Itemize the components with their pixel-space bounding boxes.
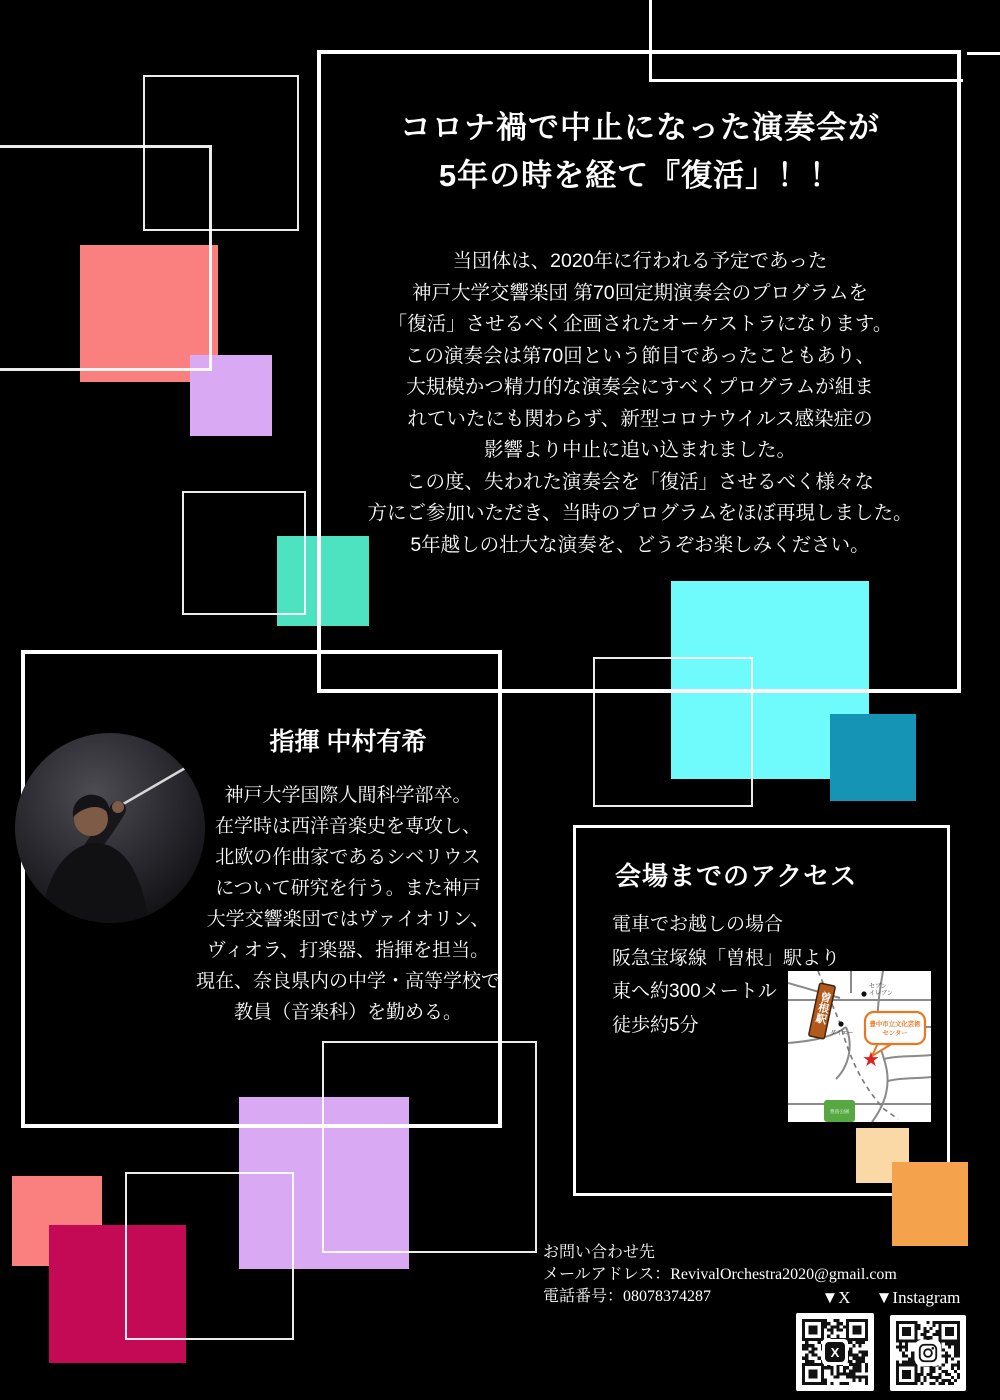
map-landmark-label: ダイエー: [830, 1031, 854, 1037]
venue-map: [788, 971, 931, 1122]
instagram-qr-label: ▼Instagram: [875, 1288, 961, 1307]
bio-line: 現在、奈良県内の中学・高等学校で: [195, 971, 500, 992]
intro-line: 5年越しの壮大な演奏を、どうぞお楽しみください。: [410, 533, 870, 556]
map-park-label: 豊島公園: [829, 1110, 850, 1115]
contact-heading: お問い合わせ先: [543, 1244, 656, 1261]
instagram-logo-icon: [915, 1340, 941, 1366]
x-logo-glyph: X: [825, 1342, 845, 1362]
map-station-label: 曽根駅: [813, 990, 833, 1025]
intro-line: 大規模かつ精力的な演奏会にすべくプログラムが組ま: [406, 376, 874, 398]
access-line: 阪急宝塚線「曽根」駅より: [612, 947, 841, 969]
map-venue-star-icon: ★: [862, 1049, 880, 1071]
access-heading: 会場までのアクセス: [615, 861, 858, 891]
bio-line: について研究を行う。また神戸: [215, 878, 481, 899]
map-landmark-label: イレブン: [869, 991, 893, 997]
decor-outline-rect-left-edge: [0, 145, 212, 371]
conductor-heading: 指揮 中村有希: [269, 728, 427, 756]
decor-line-top-right: [967, 52, 1000, 55]
intro-line: 方にご参加いただき、当時のプログラムをほぼ再現しました。: [367, 502, 913, 524]
conductor-bio: [158, 780, 538, 1028]
bio-line: 北欧の作曲家であるシベリウス: [215, 847, 481, 868]
intro-line: 神戸大学交響楽団 第70回定期演奏会のプログラムを: [412, 281, 868, 304]
bio-line: 大学交響楽団ではヴァイオリン、: [206, 909, 490, 930]
intro-line: この演奏会は第70回という節目であったこともあり、: [405, 344, 875, 367]
instagram-qr-code: [890, 1315, 966, 1391]
decor-outline-rect-over-cyan: [593, 657, 753, 807]
decor-square-dark-teal: [830, 714, 916, 801]
x-qr-code: [796, 1313, 874, 1391]
decor-outline-rect-bottom-center: [322, 1041, 537, 1253]
headline-line-2: 5年の時を経て『復活」！！: [438, 158, 842, 193]
intro-line: 「復活」させるべく企画されたオーケストラになります。: [387, 313, 893, 335]
headline-line-1: コロナ禍で中止になった演奏会が: [400, 110, 880, 145]
x-qr-label: ▼X: [821, 1288, 851, 1307]
decor-outline-square-bottom-left: [125, 1172, 294, 1340]
access-line: 電車でお越しの場合: [612, 914, 784, 935]
intro-paragraph: [330, 246, 950, 561]
map-park: [824, 1100, 855, 1122]
map-landmark-dot: [861, 991, 866, 996]
map-venue-label-line2: センター: [882, 1030, 908, 1037]
map-roads: [788, 971, 931, 1122]
bio-line: 在学時は西洋音楽史を専攻し、: [214, 816, 481, 837]
access-line: 徒歩約5分: [612, 1014, 699, 1036]
bio-line: ヴィオラ、打楽器、指揮を担当。: [206, 940, 490, 961]
intro-line: 当団体は、2020年に行われる予定であった: [452, 250, 828, 272]
decor-outline-square-mid-left: [182, 491, 306, 615]
map-landmark-dot: [838, 1021, 843, 1026]
contact-phone: 電話番号：08078374287: [543, 1288, 712, 1305]
headline: [322, 104, 958, 200]
bio-line: 教員（音楽科）を勤める。: [233, 1002, 462, 1023]
bio-line: 神戸大学国際人間科学部卒。: [224, 785, 472, 806]
access-line: 東へ約300メートル: [612, 981, 777, 1002]
x-logo-icon: [822, 1339, 848, 1365]
map-venue-label-line1: 豊中市立文化芸術: [869, 1021, 921, 1028]
intro-line: 影響より中止に追い込まれました。: [483, 439, 796, 461]
contact-email: メールアドレス：RevivalOrchestra2020@gmail.com: [543, 1266, 897, 1283]
decor-square-orange: [892, 1162, 968, 1246]
intro-line: れていたにも関わらず、新型コロナウイルス感染症の: [407, 407, 873, 430]
map-landmark-label: セブン: [869, 984, 887, 990]
intro-line: この度、失われた演奏会を「復活」させるべく様々な: [405, 470, 874, 493]
